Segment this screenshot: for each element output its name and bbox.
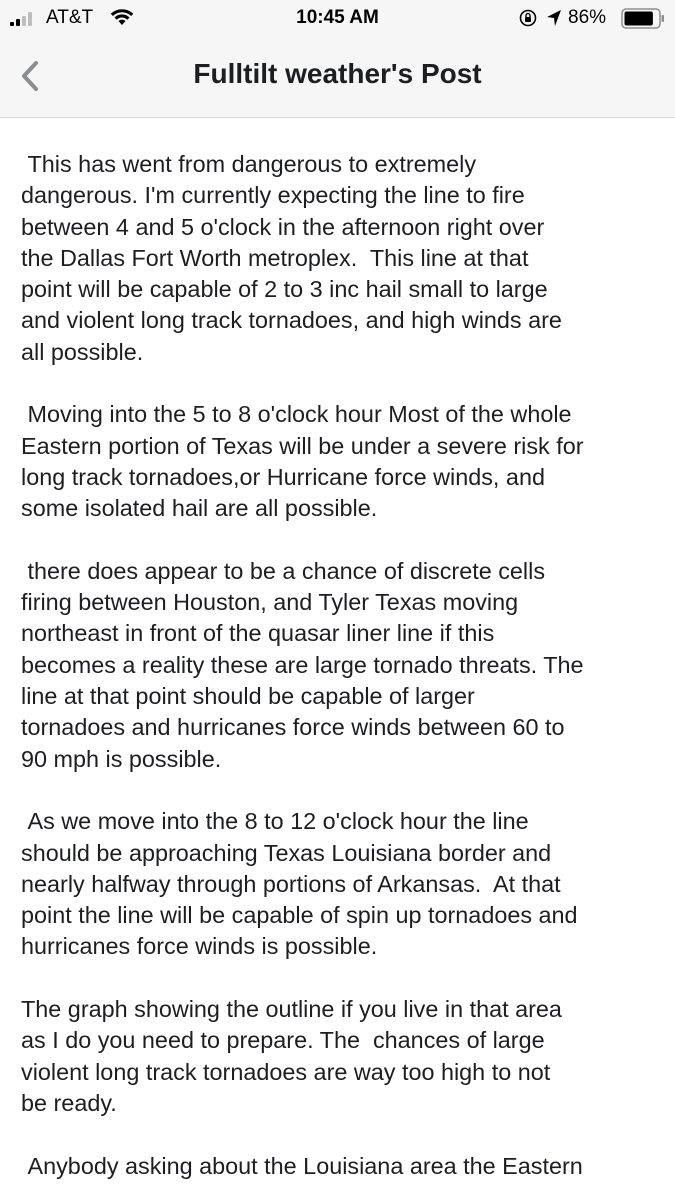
battery-icon (621, 8, 665, 29)
post-body (21, 149, 661, 1200)
post-paragraph: there does appear to be a chance of discrete cells firing between Houston, and Tyler Texas moving northeast in front of the quasar liner line if this becomes a reality these are large tornado threats. The line at that point should be capable of larger tornadoes and hurricanes force winds between 60 to 90 mph is possible. (21, 557, 584, 772)
status-bar (0, 0, 675, 38)
nav-header (0, 38, 675, 116)
post-paragraph: This has went from dangerous to extremely dangerous. I'm currently expecting the line to fire between 4 and 5 o'clock in the afternoon right over the Dallas Fort Worth metroplex. This line at that point will be capable of 2 to 3 inc hail small to large and violent long track tornadoes, and high winds are all possible. (21, 151, 562, 365)
post-paragraph: The graph showing the outline if you live in that area as I do you need to prepare. The chances of large violent long track tornadoes are way too high to not be ready. (21, 996, 562, 1116)
status-time: 10:45 AM (296, 7, 379, 28)
location-icon (546, 9, 562, 27)
post-paragraph: Moving into the 5 to 8 o'clock hour Most of the whole Eastern portion of Texas will be under a severe risk for long track tornadoes,or Hurricane force winds, and some isolated hail are all possible. (21, 401, 584, 522)
battery-percent: 86% (568, 7, 607, 28)
post-paragraph: As we move into the 8 to 12 o'clock hour the line should be approaching Texas Louisiana border and nearly halfway through portions of Arkansas. At that point the line will be capable of spin up tornadoes and hurricanes force winds is possible. (21, 808, 578, 960)
page-title: Fulltilt weather's Post (193, 58, 482, 89)
carrier-name: AT&T (46, 7, 94, 28)
post-paragraph: Anybody asking about the Louisiana area the Eastern (21, 1152, 583, 1179)
top-bar (0, 0, 675, 118)
rotation-lock-icon (519, 9, 537, 27)
